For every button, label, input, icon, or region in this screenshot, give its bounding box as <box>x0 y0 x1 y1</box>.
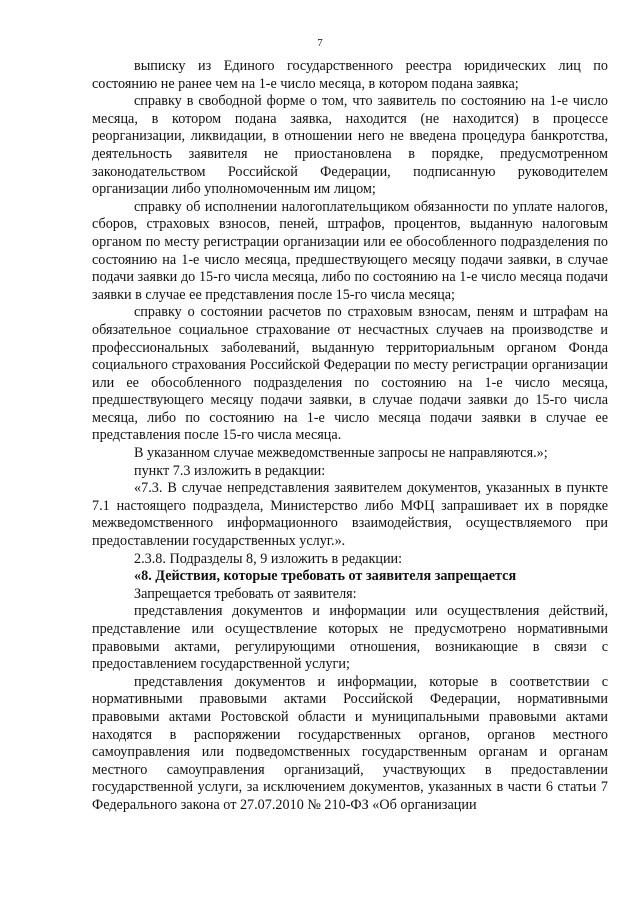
paragraph-tax-certificate: справку об исполнении налогоплательщиком обязанности по уплате налогов, сборов, страховых взносов, пеней, штрафов, процентов, выданную налоговым органом по месту регистрации организации или ее обособленного подразделения по состоянию на 1-е число месяца, предшествующего месяцу подачи заявки, в случае подачи заявки до 15-го числа месяца, либо по состоянию на 1-е число месяца подачи заявки в случае ее представления после 15-го числа месяца; <box>92 198 608 303</box>
paragraph-insurance-certificate: справку о состоянии расчетов по страховым взносам, пеням и штрафам на обязательное социальное страхование от несчастных случаев на производстве и профессиональных заболеваний, выданную территориальным органом Фонда социального страхования Российской Федерации по месту регистрации организации или ее обособленного подразделения по состоянию на 1-е число месяца, предшествующего месяцу подачи заявки, в случае подачи заявки до 15-го числа месяца, либо по состоянию на 1-е число месяца подачи заявки в случае ее представления после 15-го числа месяца. <box>92 304 608 444</box>
page-number: 7 <box>317 37 323 49</box>
paragraph-prohibition-1: представления документов и информации или осуществления действий, представление или осуществление которых не предусмотрено нормативными правовыми актами, регулирующими отношения, возникающие в связи с предоставлением государственной услуги; <box>92 603 608 673</box>
paragraph-egrul-extract: выписку из Единого государственного реестра юридических лиц по состоянию не ранее чем на 1-е число месяца, в котором подана заявка; <box>92 58 608 92</box>
paragraph-clause-7-3-intro: пункт 7.3 изложить в редакции: <box>134 462 326 479</box>
paragraph-prohibitions-intro: Запрещается требовать от заявителя: <box>134 585 357 602</box>
paragraph-subsections-8-9-intro: 2.3.8. Подразделы 8, 9 изложить в редакции: <box>134 550 403 567</box>
paragraph-no-interagency-requests: В указанном случае межведомственные запросы не направляются.»; <box>134 445 548 462</box>
document-body <box>92 58 608 815</box>
paragraph-free-form-certificate: справку в свободной форме о том, что заявитель по состоянию на 1-е число месяца, в котором подана заявка, находится (не находится) в процессе реорганизации, ликвидации, в отношении него не введена процедура банкротства, деятельность заявителя не приостановлена в порядке, предусмотренном законодательством Российской Федерации, подписанную руководителем организации либо уполномоченным им лицом; <box>92 93 608 198</box>
paragraph-prohibition-2: представления документов и информации, которые в соответствии с нормативными правовыми актами Российской Федерации, нормативными правовыми актами Ростовской области и муниципальными правовыми актами находятся в распоряжении государственных органов, органов местного самоуправления или подведомственных государственным органам и органам местного самоуправления организаций, участвующих в предоставлении государственной услуги, за исключением документов, указанных в части 6 статьи 7 Федерального закона от 27.07.2010 № 210-ФЗ «Об организации <box>92 673 608 813</box>
section-heading-8: «8. Действия, которые требовать от заявителя запрещается <box>134 568 517 585</box>
paragraph-clause-7-3-text: «7.3. В случае непредставления заявителем документов, указанных в пункте 7.1 настоящего подраздела, Министерство либо МФЦ запрашивает их в порядке межведомственного информационного взаимодействия, осуществляемого при предоставлении государственных услуг.». <box>92 480 608 550</box>
